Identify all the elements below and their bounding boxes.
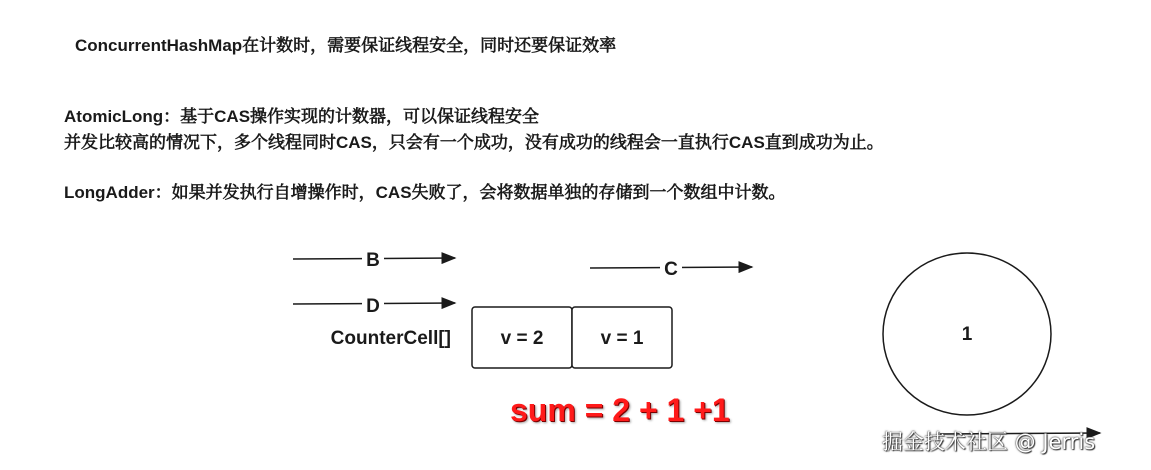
counter-cell-label: CounterCell[] bbox=[330, 328, 451, 349]
watermark: 掘金技术社区 @ Jerris bbox=[882, 430, 1096, 454]
thread-d-label: D bbox=[366, 296, 380, 317]
base-value: 1 bbox=[961, 324, 973, 345]
counter-cell-1-value: v = 1 bbox=[600, 328, 644, 349]
longadder-line: LongAdder：如果并发执行自增操作时，CAS失败了，会将数据单独的存储到一个数组中计数。 bbox=[64, 183, 786, 202]
counter-cell-0-value: v = 2 bbox=[500, 328, 544, 349]
title-line: ConcurrentHashMap在计数时，需要保证线程安全，同时还要保证效率 bbox=[75, 36, 617, 55]
concurrency-line: 并发比较高的情况下，多个线程同时CAS，只会有一个成功，没有成功的线程会一直执行CAS直到成功为止。 bbox=[64, 133, 884, 152]
sum-expression: sum = 2 + 1 +1 bbox=[510, 392, 730, 428]
atomiclong-line: AtomicLong：基于CAS操作实现的计数器，可以保证线程安全 bbox=[64, 107, 540, 126]
thread-c-label: C bbox=[664, 259, 678, 280]
thread-b-label: B bbox=[366, 250, 380, 271]
